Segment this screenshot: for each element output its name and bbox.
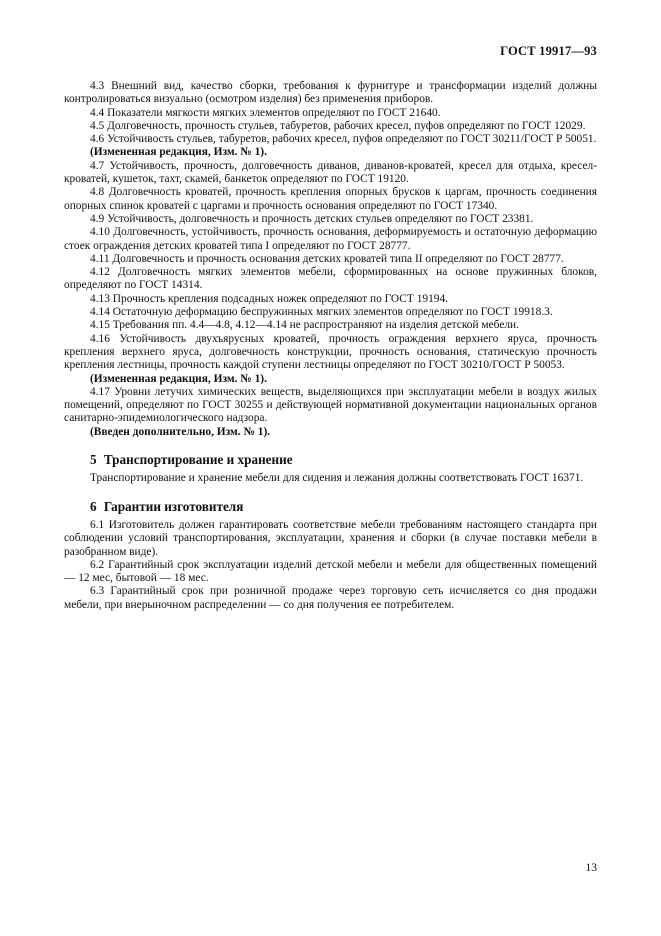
section-heading-6 bbox=[90, 500, 597, 513]
paragraph-4-12: 4.12 Долговечность мягких элементов мебели, сформированных на основе пружинных блоков, определяют по ГОСТ 14314. bbox=[64, 266, 597, 292]
section-title: Гарантии изготовителя bbox=[103, 498, 244, 514]
page-number: 13 bbox=[585, 862, 597, 874]
paragraph-6-1: 6.1 Изготовитель должен гарантировать соответствие мебели требованиям настоящего стандарта при соблюдении условий транспортирования, эксплуатации, хранения и сборки (в случае поставки мебели в разобранном виде). bbox=[64, 518, 597, 558]
paragraph-4-16: 4.16 Устойчивость двухъярусных кроватей, прочность ограждения верхнего яруса, прочность крепления верхнего яруса, долговечность конструкции, прочность основания, статическую прочность крепления лестницы, прочность каждой ступени лестницы определяют по ГОСТ 30210/ГОСТ Р 50053. bbox=[64, 332, 597, 372]
amendment-note: (Измененная редакция, Изм. № 1). bbox=[90, 372, 267, 385]
paragraph-4-5: 4.5 Долговечность, прочность стульев, табуретов, рабочих кресел, пуфов определяют по ГОСТ 12029. bbox=[90, 119, 586, 132]
paragraph-4-17: 4.17 Уровни летучих химических веществ, выделяющихся при эксплуатации мебели в воздух жилых помещений, определяют по ГОСТ 30255 и действующей нормативной документации национальных органов санитарно-эпидемиологического надзора. bbox=[64, 385, 597, 425]
paragraph-4-10: 4.10 Долговечность, устойчивость, прочность основания, деформируемость и остаточную деформацию стоек ограждения детских кроватей типа I определяют по ГОСТ 28777. bbox=[64, 226, 597, 252]
paragraph-5: Транспортирование и хранение мебели для сидения и лежания должны соответствовать ГОСТ 16371. bbox=[90, 472, 584, 485]
paragraph-4-11: 4.11 Долговечность и прочность основания детских кроватей типа II определяют по ГОСТ 28777. bbox=[90, 252, 564, 265]
section-number: 5 bbox=[90, 452, 97, 468]
section-heading-5 bbox=[90, 453, 597, 466]
document-header: ГОСТ 19917—93 bbox=[500, 44, 597, 58]
document-body bbox=[64, 80, 597, 612]
paragraph-4-14: 4.14 Остаточную деформацию беспружинных мягких элементов определяют по ГОСТ 19918.3. bbox=[90, 306, 553, 319]
paragraph-6-3: 6.3 Гарантийный срок при розничной продаже через торговую сеть исчисляется со дня продажи мебели, при внерыночном распределении — со дня получения ее потребителем. bbox=[64, 585, 597, 611]
section-number: 6 bbox=[90, 498, 97, 514]
paragraph-4-6: 4.6 Устойчивость стульев, табуретов, рабочих кресел, пуфов определяют по ГОСТ 30211/ГОСТ Р 50051. bbox=[90, 133, 597, 146]
amendment-note: (Измененная редакция, Изм. № 1). bbox=[90, 146, 267, 159]
paragraph-4-8: 4.8 Долговечность кроватей, прочность крепления опорных брусков к царгам, прочность соединения опорных спинок кроватей с царгами и прочность основания определяют по ГОСТ 17340. bbox=[64, 186, 597, 212]
section-title: Транспортирование и хранение bbox=[103, 452, 293, 468]
paragraph-4-13: 4.13 Прочность крепления подсадных ножек определяют по ГОСТ 19194. bbox=[90, 292, 449, 305]
amendment-note: (Введен дополнительно, Изм. № 1). bbox=[90, 425, 271, 438]
paragraph-4-7: 4.7 Устойчивость, прочность, долговечность диванов, диванов-кроватей, кресел для отдыха, кресел-кроватей, кушеток, тахт, скамей, банкеток определяют по ГОСТ 19120. bbox=[64, 159, 597, 186]
paragraph-4-4: 4.4 Показатели мягкости мягких элементов определяют по ГОСТ 21640. bbox=[90, 106, 441, 119]
paragraph-4-15: 4.15 Требования пп. 4.4—4.8, 4.12—4.14 не распространяют на изделия детской мебели. bbox=[90, 319, 519, 332]
paragraph-4-3: 4.3 Внешний вид, качество сборки, требования к фурнитуре и трансформации изделий должны контролироваться визуально (осмотром изделия) без применения приборов. bbox=[64, 80, 597, 106]
paragraph-6-2: 6.2 Гарантийный срок эксплуатации изделий детской мебели и мебели для общественных помещений — 12 мес, бытовой — 18 мес. bbox=[64, 558, 597, 585]
paragraph-4-9: 4.9 Устойчивость, долговечность и прочность детских стульев определяют по ГОСТ 23381. bbox=[90, 212, 534, 225]
